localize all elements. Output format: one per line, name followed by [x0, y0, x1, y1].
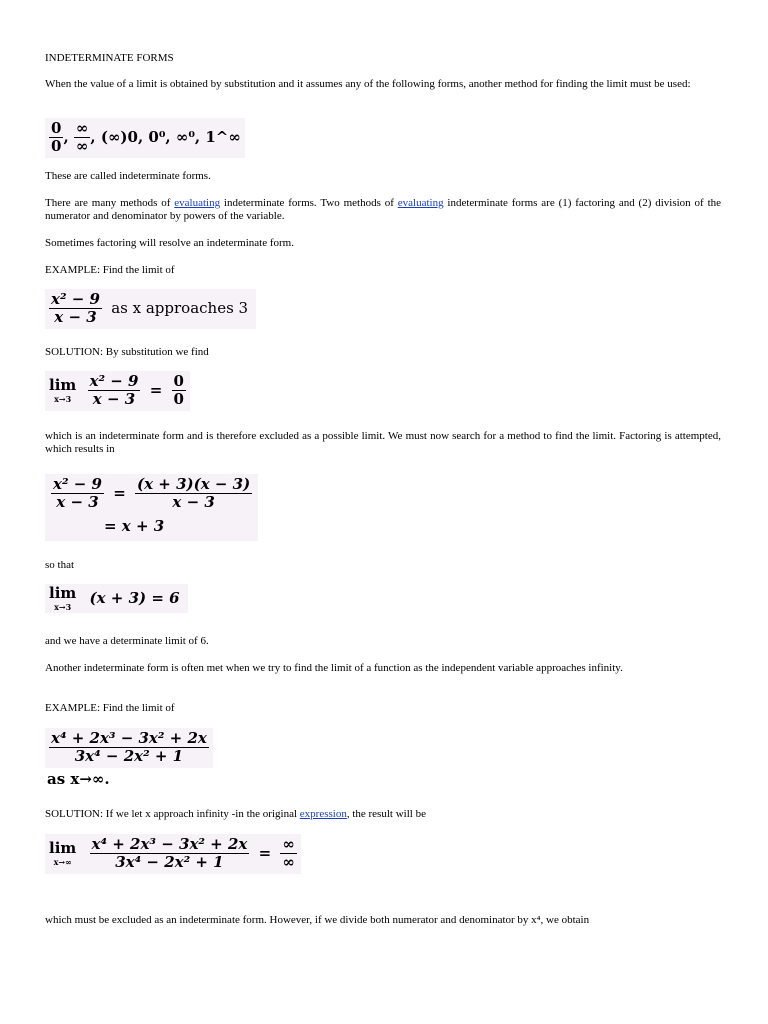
- as-x-to-infinity: as x→∞.: [47, 770, 110, 788]
- inf-over-inf-form: $\frac{\infty}{\infty}$: [75, 119, 89, 156]
- expression-link[interactable]: expression: [299, 808, 347, 820]
- example-1-expression: $\frac{\text{x² − 9}}{x - 3}$ as x approaches 3: [45, 289, 256, 329]
- final-paragraph: which must be excluded as an indeterminate form. However, if we divide both numerator and denominator by x⁴, we obtain: [45, 914, 590, 926]
- factoring-expression: $\frac{\text{x² − 9}}{x - 3}$ = $\frac{(x + 3)(x - 3)}{x - 3}$ = x + 3: [45, 474, 258, 541]
- other-forms: (∞)0, 0⁰, ∞⁰, 1^∞: [100, 127, 241, 146]
- evaluating-link-2[interactable]: evaluating: [397, 197, 444, 209]
- called-paragraph: These are called indeterminate forms.: [45, 170, 211, 182]
- intro-paragraph: When the value of a limit is obtained by substitution and it assumes any of the following forms, another method for finding the limit must be used:: [45, 78, 691, 90]
- zero-over-zero-form: $\frac{0}{0}$: [51, 119, 62, 156]
- solution-2-paragraph: SOLUTION: If we let x approach infinity -in the original expression, the result will be: [45, 808, 426, 820]
- example-1-label: EXAMPLE: Find the limit of: [45, 264, 175, 276]
- methods-paragraph: There are many methods of evaluating indeterminate forms. Two methods of evaluating indeterminate forms are (1) factoring and (2) division of the numerator and denominator by powers of the variable.: [45, 197, 722, 222]
- limit-substitution-expression: lim x→3 $\frac{\text{x² − 9}}{x - 3}$ = $\frac{0}{0}$: [45, 371, 190, 411]
- example-2-expression: $\frac{\text{x⁴ + 2x³ − 3x² + 2x}}{\text{3x⁴ − 2x² + 1}}$: [45, 728, 213, 768]
- sometimes-paragraph: Sometimes factoring will resolve an indeterminate form.: [45, 237, 294, 249]
- determinate-paragraph: and we have a determinate limit of 6.: [45, 635, 209, 647]
- indeterminate-forms-list: $\frac{0}{0}$ , $\frac{\infty}{\infty}$ , (∞)0, 0⁰, ∞⁰, 1^∞: [45, 118, 245, 158]
- evaluating-link-1[interactable]: evaluating: [174, 197, 221, 209]
- another-paragraph: Another indeterminate form is often met when we try to find the limit of a function as the independent variable approaches infinity.: [45, 662, 623, 674]
- indeterminate-paragraph: which is an indeterminate form and is therefore excluded as a possible limit. We must now search for a method to find the limit. Factoring is attempted, which results in: [45, 430, 721, 455]
- final-limit-expression: lim x→3 (x + 3) = 6: [45, 584, 188, 613]
- so-that-label: so that: [45, 559, 75, 571]
- page-title: INDETERMINATE FORMS: [45, 52, 174, 64]
- example-2-label: EXAMPLE: Find the limit of: [45, 702, 175, 714]
- solution-1-label: SOLUTION: By substitution we find: [45, 346, 209, 358]
- limit-infinity-expression: lim x→∞ $\frac{\text{x⁴ + 2x³ − 3x² + 2x}}{\text{3x⁴ − 2x² + 1}}$ = $\frac{\infty}{\infty}$: [45, 834, 301, 874]
